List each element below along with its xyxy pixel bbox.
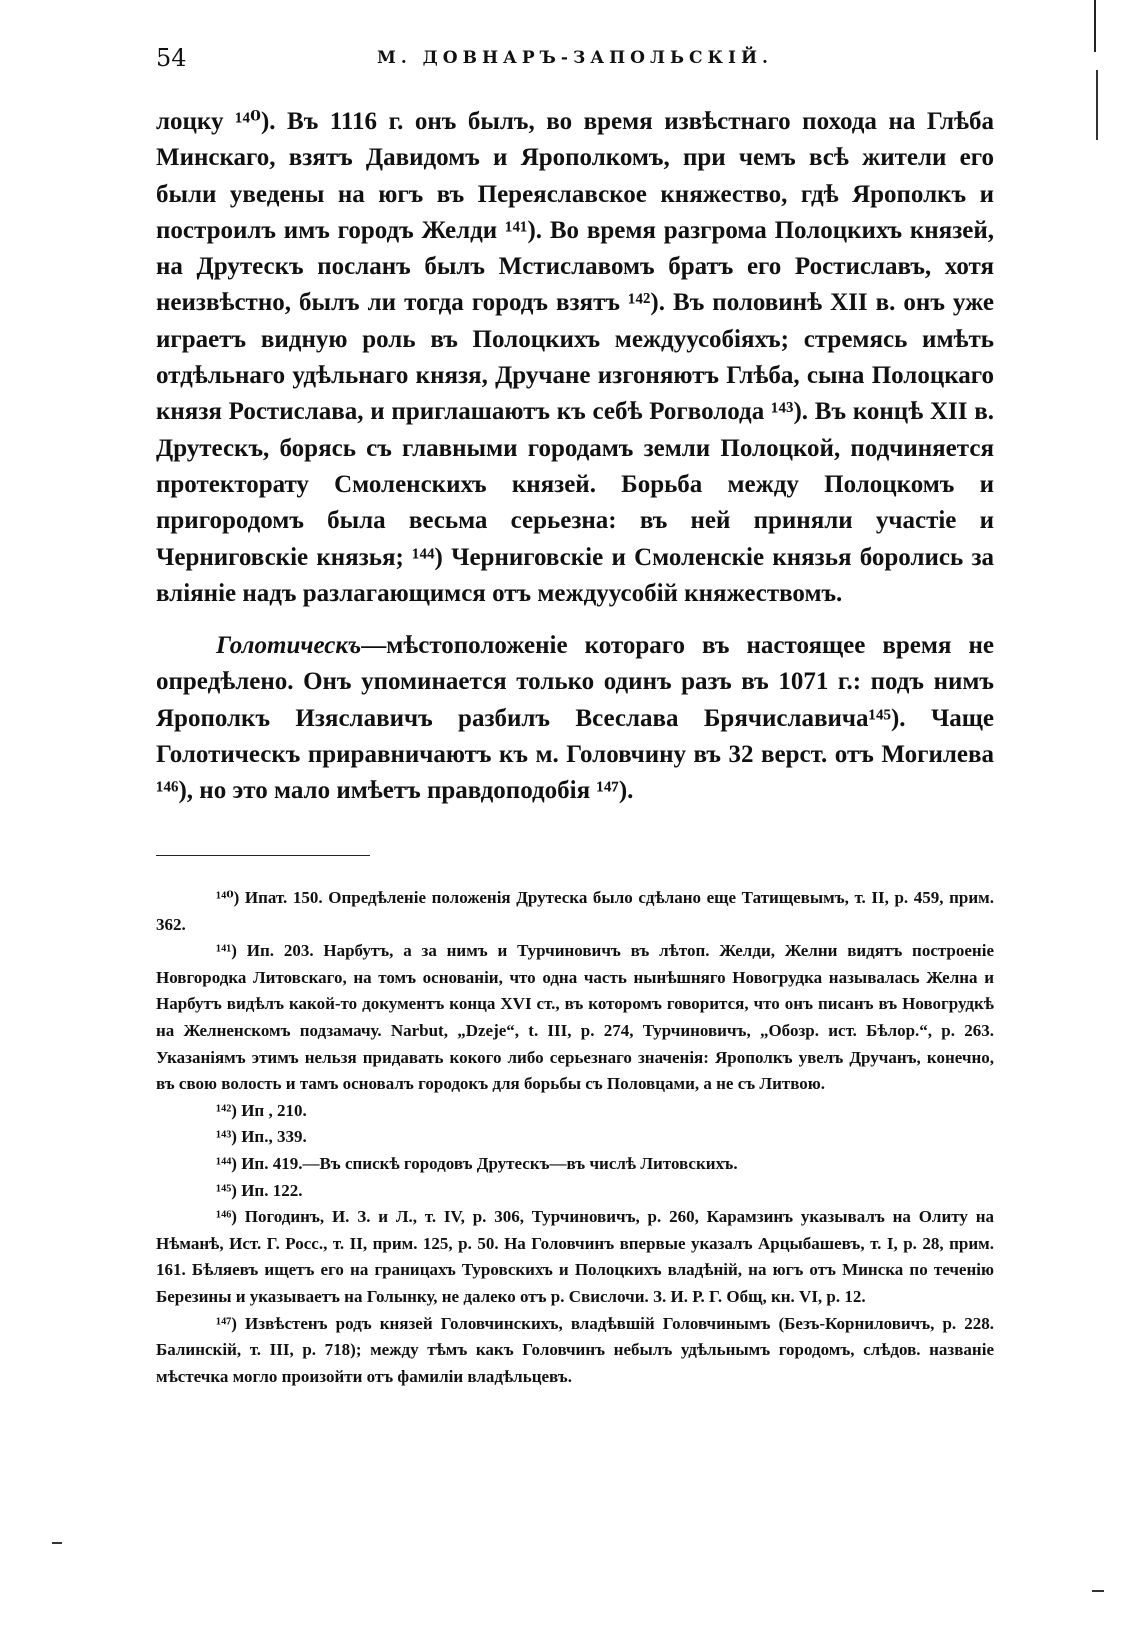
footnote: ¹⁴³) Ип., 339. [216, 1127, 307, 1147]
footnote: ¹⁴⁶) Погодинъ, И. З. и Л., т. IV, р. 306, Турчиновичъ, р. 260, Карамзинъ указывалъ на Олиту на Нѣманѣ, Ист. Г. Росс., т. II, прим. 125, р. 50. На Головчинъ впервые указалъ Арцыбашевъ, т. I, р. 28, прим. 161. Бѣляевъ ищетъ его на границахъ Туровскихъ и Полоцкихъ владѣній, на югъ отъ Минска по теченію Березины и указываетъ на Голынку, не далеко отъ р. Свислочи. З. И. Р. Г. Общ, кн. VI, р. 12. [156, 1207, 994, 1306]
scan-edge-mark [1096, 70, 1098, 140]
footnote: ¹⁴⁴) Ип. 419.—Въ спискѣ городовъ Друтескъ—въ числѣ Литовскихъ. [216, 1153, 738, 1173]
scan-edge-mark [1094, 0, 1096, 52]
paragraph-text: —мѣстоположеніе котораго въ настоящее время не опредѣлено. Онъ упоминается только одинъ разъ въ 1071 г.: подъ нимъ Ярополкъ Изяславичъ разбилъ Всеслава Брячиславича¹⁴⁵). Чаще Голотическъ приравничаютъ къ м. Головчину въ 32 верст. отъ Могилева ¹⁴⁶), но это мало имѣетъ правдоподобія ¹⁴⁷). [156, 632, 994, 805]
italic-term: Голотическъ [216, 632, 362, 660]
page-number: 54 [156, 44, 187, 72]
footnote: ¹⁴⁷) Извѣстенъ родъ князей Головчинскихъ, владѣвшій Головчинымъ (Безъ-Корниловичъ, р. 228. Балинскій, т. III, р. 718); между тѣмъ какъ Головчинъ небылъ удѣльнымъ городомъ, слѣдов. названіе мѣстечка могло произойти отъ фамиліи владѣльцевъ. [156, 1313, 994, 1386]
footnote: ¹⁴¹) Ип. 203. Нарбутъ, а за нимъ и Турчиновичъ въ лѣтоп. Желди, Желни видятъ построеніе Новгородка Литовскаго, на томъ основаніи, что одна часть нынѣшняго Новогрудка называлась Желна и Нарбутъ видѣлъ какой-то документъ конца XVI ст., въ которомъ говорится, что онъ писанъ въ Новогрудкѣ на Желненскомъ подзамачу. Narbut, „Dzeje“, t. III, p. 274, Турчиновичъ, „Обозр. ист. Бѣлор.“, р. 263. Указаніямъ этимъ нельзя придавать кокого либо серьезнаго значенія: Ярополкъ увелъ Дручанъ, конечно, въ свою волость и тамъ основалъ городокъ для борьбы съ Половцами, а не съ Литвою. [156, 941, 994, 1094]
paragraph [156, 628, 994, 809]
page-header [156, 44, 994, 80]
footnote-divider [156, 855, 370, 856]
footnote: ¹⁴²) Ип , 210. [216, 1100, 307, 1120]
scan-edge-mark [1092, 1590, 1104, 1592]
footnote: ¹⁴⁵) Ип. 122. [216, 1180, 303, 1200]
running-head: М. ДОВНАРЪ-ЗАПОЛЬСКІЙ. [377, 48, 773, 68]
scan-edge-mark [52, 1542, 62, 1544]
main-text [156, 104, 994, 810]
footnote: ¹⁴⁰) Ипат. 150. Опредѣленіе положенія Друтеска было сдѣлано еще Татищевымъ, т. II, р. 459, прим. 362. [156, 888, 994, 934]
paragraph: лоцку ¹⁴⁰). Въ 1116 г. онъ былъ, во время извѣстнаго похода на Глѣба Минскаго, взятъ Давидомъ и Ярополкомъ, при чемъ всѣ жители его были уведены на югъ въ Переяславское княжество, гдѣ Ярополкъ и построилъ имъ городъ Желди ¹⁴¹). Во время разгрома Полоцкихъ князей, на Друтескъ посланъ былъ Мстиславомъ братъ его Ростиславъ, хотя неизвѣстно, былъ ли тогда городъ взятъ ¹⁴²). Въ половинѣ XII в. онъ уже играетъ видную роль въ Полоцкихъ междуусобіяхъ; стремясь имѣть отдѣльнаго удѣльнаго князя, Дручане изгоняютъ Глѣба, сына Полоцкаго князя Ростислава, и приглашаютъ къ себѣ Рогволода ¹⁴³). Въ концѣ XII в. Друтескъ, борясь съ главными городамъ земли Полоцкой, подчиняется протекторату Смоленскихъ князей. Борьба между Полоцкомъ и пригородомъ была весьма серьезна: въ ней приняли участіе и Черниговскіе князья; ¹⁴⁴) Черниговскіе и Смоленскіе князья боролись за вліяніе надъ разлагающимся отъ междуусобій княжествомъ. [156, 108, 994, 607]
footnotes [156, 885, 994, 1390]
